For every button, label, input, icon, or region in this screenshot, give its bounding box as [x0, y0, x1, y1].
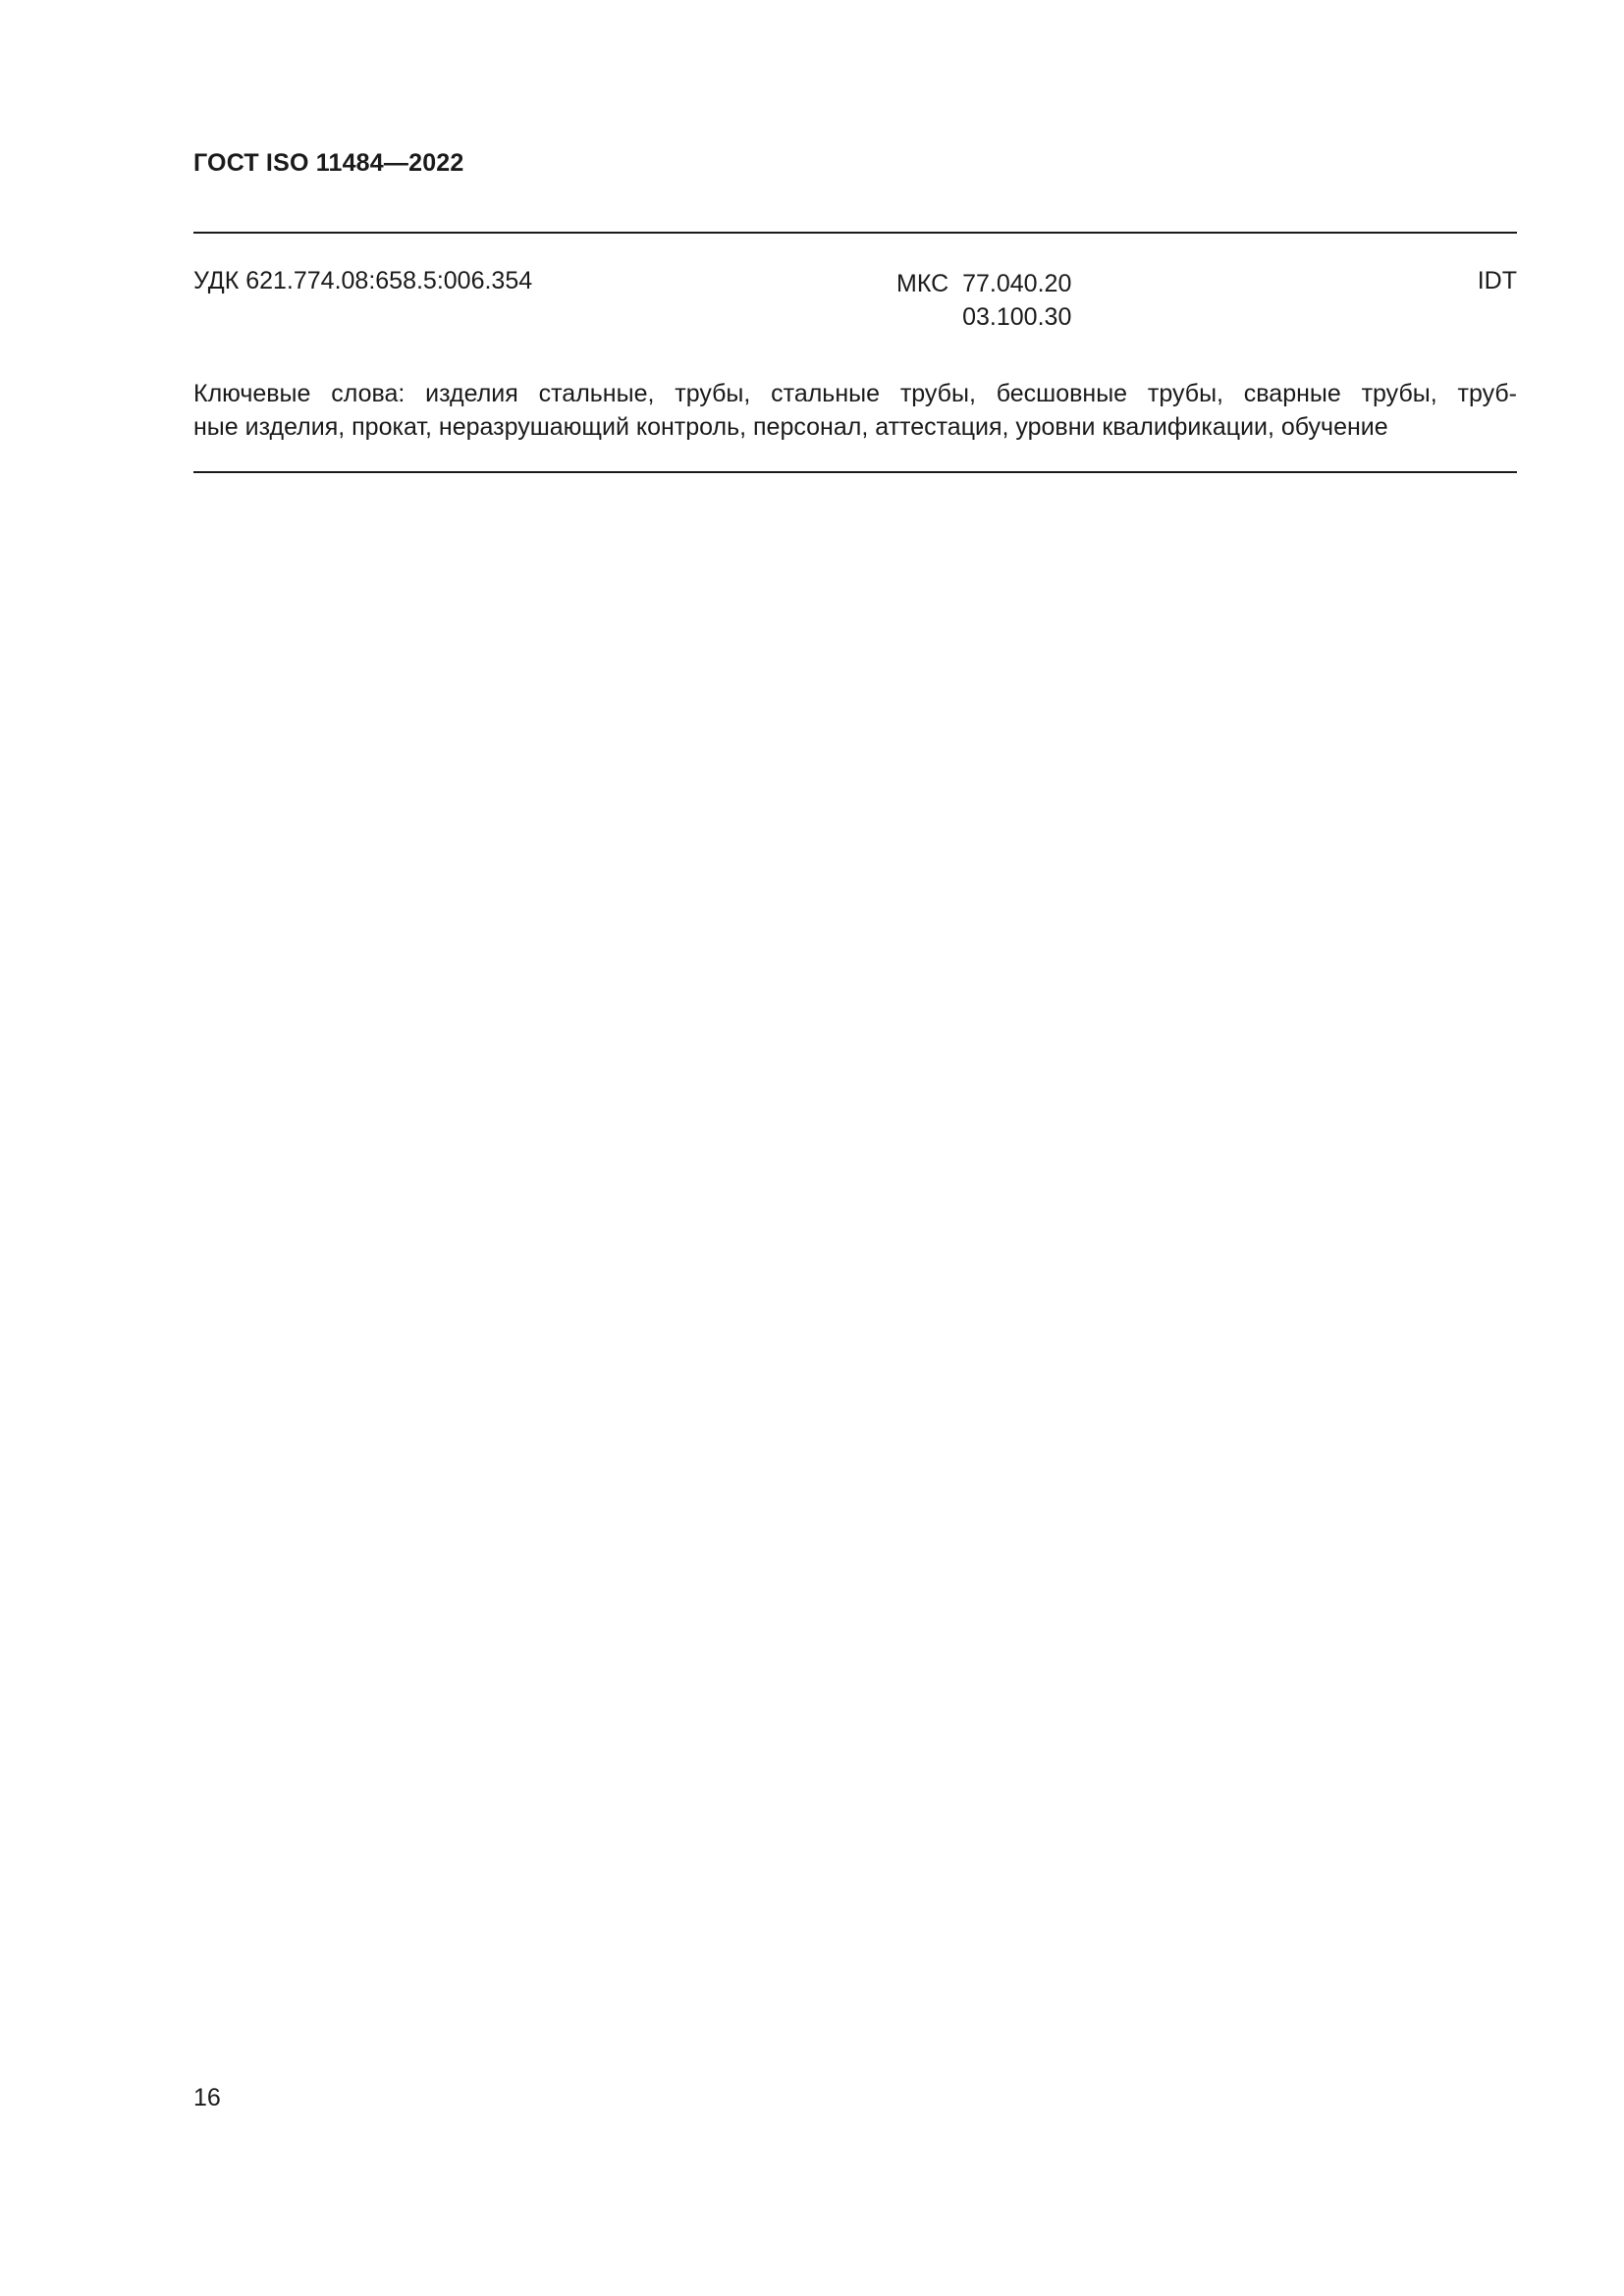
mks-block	[896, 267, 1071, 334]
page-number: 16	[193, 2084, 221, 2111]
keywords-line-1: Ключевые слова: изделия стальные, трубы, стальные трубы, бесшовные трубы, сварные трубы, труб-	[193, 380, 1517, 407]
divider-bottom	[193, 471, 1517, 473]
mks-codes	[962, 267, 1071, 334]
divider-top	[193, 232, 1517, 234]
keywords-paragraph	[193, 377, 1517, 444]
keywords-line-2: ные изделия, прокат, неразрушающий контроль, персонал, аттестация, уровни квалификации, обучение	[193, 413, 1388, 441]
udk-code: УДК 621.774.08:658.5:006.354	[193, 267, 533, 294]
mks-code-1: 77.040.20	[962, 270, 1072, 297]
mks-code-2: 03.100.30	[962, 303, 1072, 331]
idt-label: IDT	[1477, 267, 1517, 294]
mks-label: МКС	[896, 270, 949, 297]
standard-title: ГОСТ ISO 11484—2022	[193, 149, 464, 177]
